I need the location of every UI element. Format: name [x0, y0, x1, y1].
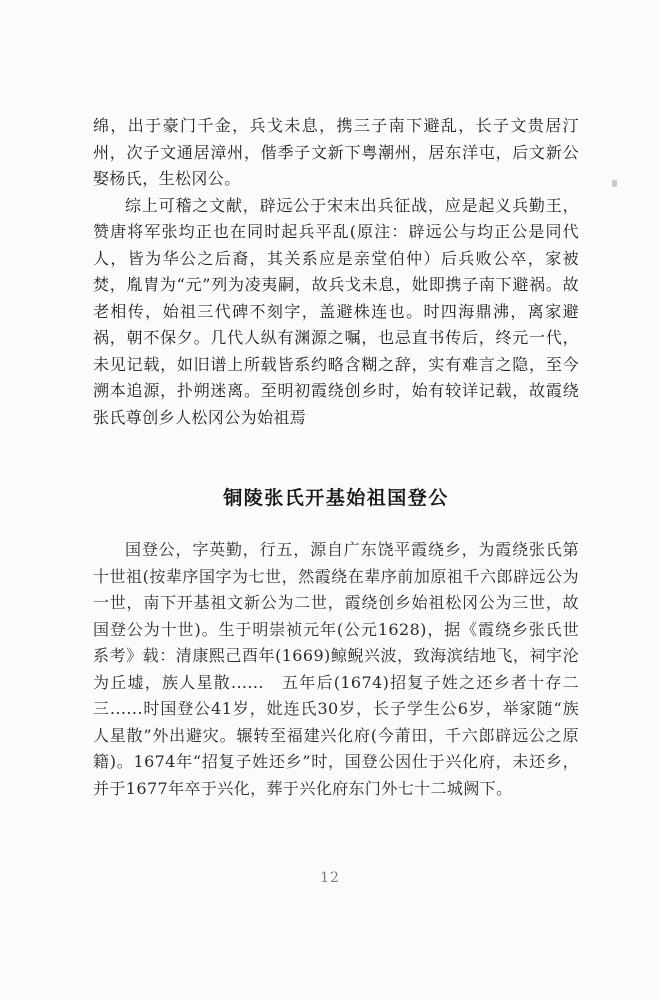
paragraph-continuation: 绵，出于豪门千金，兵戈未息，携三子南下避乱，长子文贵居汀州，次子文通居漳州，偕季子文新下粤潮州，居东洋屯，后文新公娶杨氏，生松冈公。: [93, 116, 579, 188]
page-number: 12: [320, 870, 340, 886]
scan-speck: [612, 180, 617, 187]
paragraph-summary: 综上可稽之文献，辟远公于宋末出兵征战，应是起义兵勤王，赞唐将军张均正也在同时起兵平乱(原注：辟远公与均正公是同代人，皆为华公之后裔，其关系应是亲堂伯仲）后兵败公卒，家被焚，胤胄为“元”列为凌夷嗣，故兵戈未息，妣即携子南下避祸。故老相传，始祖三代碑不刻字，盖避株连也。时四海鼎沸，离家避祸，朝不保夕。几代人纵有渊源之嘱，也忌直书传后，终元一代，未见记载，如旧谱上所载皆系约略含糊之辞，实有难言之隐，至今溯本追源，扑朔迷离。至明初霞绕创乡时，始有较详记载，故霞绕张氏尊创乡人松冈公为始祖焉: [93, 195, 579, 427]
lower-text-block: [93, 537, 579, 802]
paragraph-biography: 国登公，字英勤，行五，源自广东饶平霞绕乡，为霞绕张氏第十世祖(按辈序国字为七世，然霞绕在辈序前加原祖千六郎辟远公为一世，南下开基祖文新公为二世，霞绕创乡始祖松冈公为三世，故国登公为十世)。生于明崇祯元年(公元1628)，据《霞绕乡张氏世系考》载：清康熙己酉年(1669)鲸鲵兴波，致海滨结地飞，祠宇沦为丘墟，族人星散...... 五年后(1674)招复子姓之还乡者十存二三......时国登公41岁，妣连氏30岁，长子学生公6岁，举家随“族人星散”外出避灾。辗转至福建兴化府(今莆田，千六郎辟远公之原籍)。1674年“招复子姓还乡”时，国登公因仕于兴化府，未还乡，并于1677年卒于兴化，葬于兴化府东门外七十二城阙下。: [93, 540, 579, 798]
upper-text-block: [93, 113, 579, 431]
section-title: 铜陵张氏开基始祖国登公: [223, 487, 449, 509]
